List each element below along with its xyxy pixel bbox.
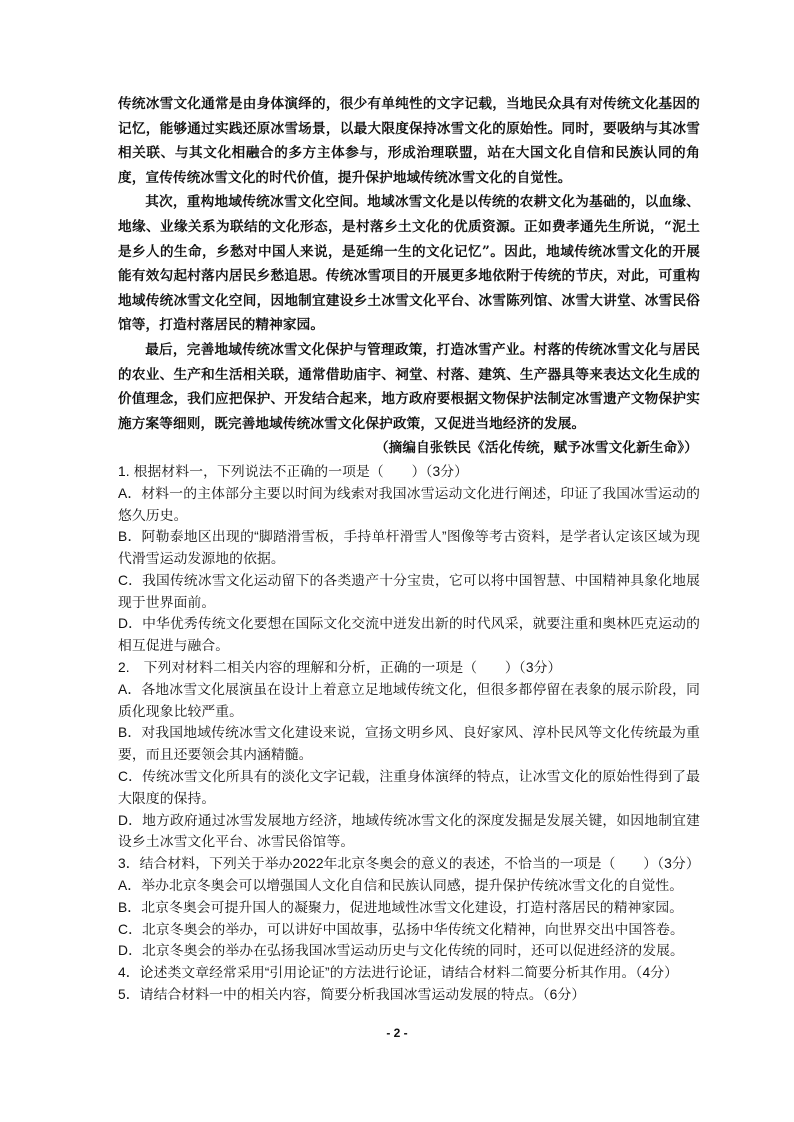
question-3-option-d: D．北京冬奥会的举办在弘扬我国冰雪运动历史与文化传统的同时，还可以促进经济的发展。 (118, 943, 684, 959)
question-1-stem: 1. 根据材料一，下列说法不正确的一项是（ ）（3分） (118, 463, 469, 479)
question-2-option-b: B．对我国地域传统冰雪文化建设来说，宣扬文明乡风、良好家风、淳朴民风等文化传统最为重要，而且还要领会其内涵精髓。 (118, 725, 700, 763)
page-number: - 2 - (386, 1026, 408, 1040)
question-3-option-a: A．举办北京冬奥会可以增强国人文化自信和民族认同感，提升保护传统冰雪文化的自觉性。 (118, 878, 684, 894)
question-1-option-d: D．中华优秀传统文化要想在国际文化交流中迸发出新的时代风采，就要注重和奥林匹克运动的相互促进与融合。 (118, 616, 700, 654)
question-1-option-c: C．我国传统冰雪文化运动留下的各类遗产十分宝贵，它可以将中国智慧、中国精神具象化地展现于世界面前。 (118, 572, 700, 610)
passage-paragraph-2: 其次，重构地域传统冰雪文化空间。地域冰雪文化是以传统的农耕文化为基础的，以血缘、地缘、业缘关系为联结的文化形态，是村落乡土文化的优质资源。正如费孝通先生所说，“泥土是乡人的生命，乡愁对中国人来说，是延绵一生的文化记忆”。因此，地域传统冰雪文化的开展能有效勾起村落内居民乡愁追思。传统冰雪项目的开展更多地依附于传统的节庆，对此，可重构地域传统冰雪文化空间，因地制宜建设乡土冰雪文化平台、冰雪陈列馆、冰雪大讲堂、冰雪民俗馆等，打造村落居民的精神家园。 (118, 194, 700, 334)
question-2-option-a: A．各地冰雪文化展演虽在设计上着意立足地域传统文化，但很多都停留在表象的展示阶段，同质化现象比较严重。 (118, 681, 700, 719)
question-2-option-c: C．传统冰雪文化所具有的淡化文字记载，注重身体演绎的特点，让冰雪文化的原始性得到了最大限度的保持。 (118, 769, 700, 806)
question-3-option-c: C．北京冬奥会的举办，可以讲好中国故事，弘扬中华传统文化精神，向世界交出中国答卷。 (118, 921, 684, 937)
question-4-stem: 4．论述类文章经常采用“引用论证”的方法进行论证，请结合材料二简要分析其作用。（4分） (118, 965, 679, 981)
passage-paragraph-3: 最后，完善地域传统冰雪文化保护与管理政策，打造冰雪产业。村落的传统冰雪文化与居民的农业、生产和生活相关联，通常借助庙宇、祠堂、村落、建筑、生产器具等来表达文化生成的价值理念，我们应把保护、开发结合起来，地方政府要根据文物保护法制定冰雪遗产文物保护实施方案等细则，既完善地域传统冰雪文化保护政策，又促进当地经济的发展。 (118, 341, 700, 432)
question-5-stem: 5．请结合材料一中的相关内容，简要分析我国冰雪运动发展的特点。（6分） (118, 987, 586, 1003)
exam-page (118, 92, 700, 1006)
question-2-stem: 2. 下列对材料二相关内容的理解和分析，正确的一项是（ ）（3分） (118, 660, 562, 676)
question-1-option-a: A．材料一的主体部分主要以时间为线索对我国冰雪运动文化进行阐述，印证了我国冰雪运动的悠久历史。 (118, 485, 700, 523)
question-1-option-b: B．阿勒泰地区出现的“脚踏滑雪板，手持单杆滑雪人”图像等考古资料，是学者认定该区域为现代滑雪运动发源地的依据。 (118, 529, 700, 567)
reading-passage (118, 92, 700, 461)
passage-source: （摘编自张铁民《活化传统，赋予冰雪文化新生命》） (374, 440, 698, 457)
question-2-option-d: D．地方政府通过冰雪发展地方经济，地域传统冰雪文化的深度发掘是发展关键，如因地制宜建设乡土冰雪文化平台、冰雪民俗馆等。 (118, 812, 700, 850)
question-3-option-b: B．北京冬奥会可提升国人的凝聚力，促进地域性冰雪文化建设，打造村落居民的精神家园。 (118, 899, 684, 915)
passage-paragraph-1: 传统冰雪文化通常是由身体演绎的，很少有单纯性的文字记载，当地民众具有对传统文化基因的记忆，能够通过实践还原冰雪场景，以最大限度保持冰雪文化的原始性。同时，要吸纳与其冰雪相关联、与其文化相融合的多方主体参与，形成治理联盟，站在大国文化自信和民族认同的角度，宣传传统冰雪文化的时代价值，提升保护地域传统冰雪文化的自觉性。 (118, 96, 700, 186)
question-list (118, 461, 700, 1006)
question-3-stem: 3．结合材料，下列关于举办2022年北京冬奥会的意义的表述，不恰当的一项是（ ）（3分） (118, 856, 700, 872)
